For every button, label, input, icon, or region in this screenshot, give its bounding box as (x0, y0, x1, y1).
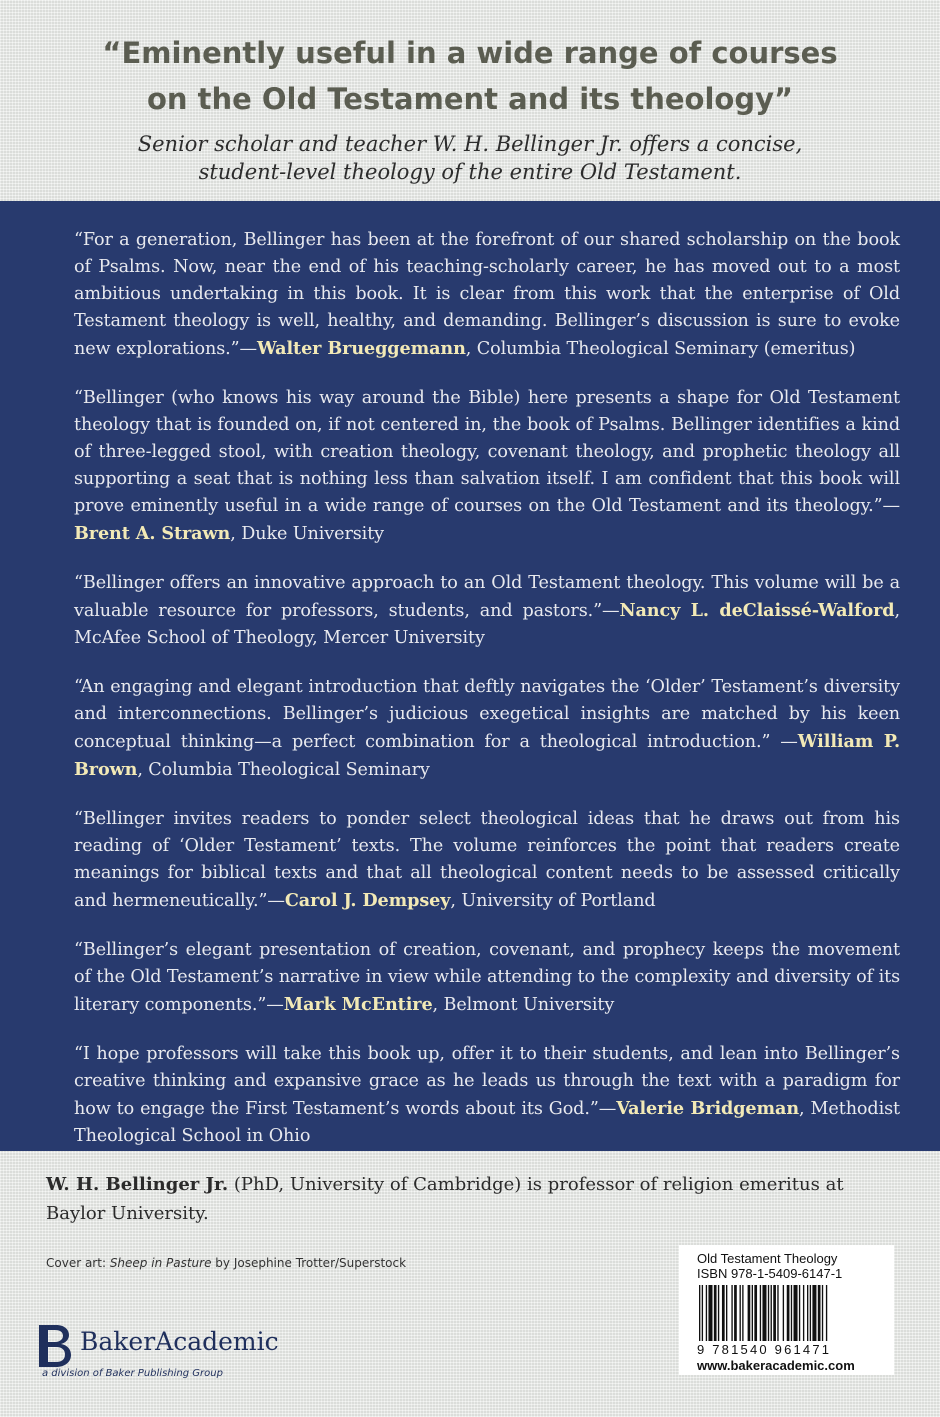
endorser-affiliation: , Columbia Theological Seminary (emeritus) (465, 339, 856, 359)
subhead-line-1: Senior scholar and teacher W. H. Bellinger Jr. offers a concise, (137, 132, 803, 156)
headline-line-1: “Eminently useful in a wide range of courses (102, 36, 838, 70)
subhead-line-2: student-level theology of the entire Old Testament. (198, 160, 742, 184)
endorser-name: Nancy L. deClaissé-Walford (619, 600, 895, 621)
barcode-bar (773, 1285, 776, 1341)
headline-quote (0, 30, 940, 122)
barcode-bar (734, 1285, 737, 1341)
endorsement-quote: “Bellinger invites readers to ponder select theological ideas that he draws out from his reading of ‘Older Testament’ texts. The volume reinforces the point that readers create meanings for biblical texts and that all theological content needs to be assessed critically and hermeneutically.”— (74, 809, 900, 911)
headline-line-2: on the Old Testament and its theology” (146, 82, 794, 116)
endorsements-panel (0, 201, 940, 1151)
endorsement-4 (74, 674, 900, 784)
barcode-bar (787, 1285, 790, 1341)
endorsement-3 (74, 570, 900, 652)
barcode-bar (699, 1285, 700, 1341)
barcode-icon (697, 1285, 883, 1341)
barcode-bar (783, 1285, 784, 1341)
barcode-digits: 9 781540 961471 (697, 1342, 832, 1357)
endorsement-2 (74, 385, 900, 548)
publisher-logo (38, 1323, 338, 1383)
credit-suffix: by Josephine Trotter/Superstock (211, 1256, 407, 1270)
cover-art-credit (46, 1256, 406, 1270)
credit-prefix: Cover art: (46, 1256, 110, 1270)
endorser-name: Mark McEntire (283, 994, 433, 1015)
baker-b-logo-icon (38, 1323, 74, 1369)
barcode-bar (810, 1285, 811, 1341)
endorsement-1 (74, 227, 900, 363)
endorsement-quote: “For a generation, Bellinger has been at the forefront of our shared scholarship on the book of Psalms. Now, near the end of his teaching-scholarly career, he has moved out to a most ambitious undertaking in this book. It is clear from this work that the enterprise of Old Testament theology is well, healthy, and demanding. Bellinger’s discussion is sure to evoke new explorations.”— (74, 230, 900, 359)
barcode-bar (762, 1285, 766, 1341)
endorser-name: Brent A. Strawn (74, 523, 231, 544)
barcode-bar (803, 1285, 804, 1341)
endorser-affiliation: , Belmont University (432, 995, 615, 1015)
barcode-isbn: ISBN 978-1-5409-6147-1 (697, 1266, 843, 1281)
barcode-bar (799, 1285, 800, 1341)
endorsement-quote: “I hope professors will take this book up, offer it to their students, and lean into Bellinger’s creative thinking and expansive grace as he leads us through the text with a paradigm for how to engage the First Testament’s words about its God.”— (74, 1044, 900, 1119)
barcode-bar (752, 1285, 753, 1341)
barcode-bar (822, 1285, 823, 1341)
publisher-url: www.bakeracademic.com (697, 1358, 855, 1373)
endorser-name: Walter Brueggemann (257, 338, 466, 359)
barcode-book-title: Old Testament Theology (697, 1251, 838, 1266)
endorsement-quote: “Bellinger’s elegant presentation of creation, covenant, and prophecy keeps the movement of the Old Testament’s narrative in view while attending to the complexity and diversity of its literary components.”— (74, 940, 900, 1015)
barcode-box (679, 1245, 894, 1375)
barcode-bar (794, 1285, 798, 1341)
barcode-bar (718, 1285, 719, 1341)
barcode-bar (740, 1285, 741, 1341)
barcode-bar (807, 1285, 808, 1341)
endorser-affiliation: , Columbia Theological Seminary (137, 760, 430, 780)
endorsement-7 (74, 1041, 900, 1150)
endorser-affiliation: , McAfee School of Theology, Mercer University (74, 601, 900, 648)
subhead (0, 130, 940, 186)
endorsement-5 (74, 806, 900, 915)
barcode-bar (760, 1285, 761, 1341)
barcode-bar (714, 1285, 717, 1341)
barcode-bar (771, 1285, 772, 1341)
author-bio (46, 1170, 896, 1228)
endorsement-quote: “Bellinger (who knows his way around the Bible) here presents a shape for Old Testament theology that is founded on, if not centered in, the book of Psalms. Bellinger identifies a kind of three-legged stool, with creation theology, covenant theology, and prophetic theology all supporting a seat that is nothing less than salvation itself. I am confident that this book will prove eminently useful in a wide range of courses on the Old Testament and its theology.”— (74, 388, 900, 516)
endorser-name: William P. Brown (74, 731, 900, 780)
endorser-name: Valerie Bridgeman (616, 1098, 800, 1119)
barcode-bar (826, 1285, 827, 1341)
endorser-affiliation: , Duke University (230, 524, 385, 544)
barcode-bar (731, 1285, 732, 1341)
barcode-bar (818, 1285, 821, 1341)
barcode-bar (768, 1285, 769, 1341)
endorsement-quote: “An engaging and elegant introduction that deftly navigates the ‘Older’ Testament’s diversity and interconnections. Bellinger’s judicious exegetical insights are matched by his keen conceptual thinking—a perfect combination for a theological introduction.” — (74, 677, 900, 752)
barcode-bar (708, 1285, 712, 1341)
barcode-bar (777, 1285, 778, 1341)
publisher-tagline: a division of Baker Publishing Group (42, 1368, 223, 1379)
endorser-name: Carol J. Dempsey (284, 890, 451, 911)
endorsement-quote: “Bellinger offers an innovative approach to an Old Testament theology. This volume will be a valuable resource for professors, students, and pastors.”— (74, 573, 900, 621)
publisher-name: BakerAcademic (80, 1327, 279, 1356)
barcode-bar (722, 1285, 725, 1341)
endorser-affiliation: , Methodist Theological School in Ohio (74, 1099, 901, 1146)
barcode-bar (791, 1285, 792, 1341)
credit-artwork-title: Sheep in Pasture (109, 1256, 212, 1270)
barcode-bar (706, 1285, 707, 1341)
cover-header (0, 30, 940, 186)
author-bio-text: (PhD, University of Cambridge) is professor of religion emeritus at Baylor University. (46, 1174, 844, 1224)
author-name: W. H. Bellinger Jr. (46, 1174, 229, 1195)
barcode-bar (812, 1285, 816, 1341)
barcode-bar (702, 1285, 703, 1341)
barcode-bar (754, 1285, 757, 1341)
barcode-bar (742, 1285, 743, 1341)
barcode-bar (748, 1285, 751, 1341)
barcode-bar (726, 1285, 727, 1341)
endorsement-6 (74, 937, 900, 1019)
endorser-affiliation: , University of Portland (450, 891, 656, 911)
